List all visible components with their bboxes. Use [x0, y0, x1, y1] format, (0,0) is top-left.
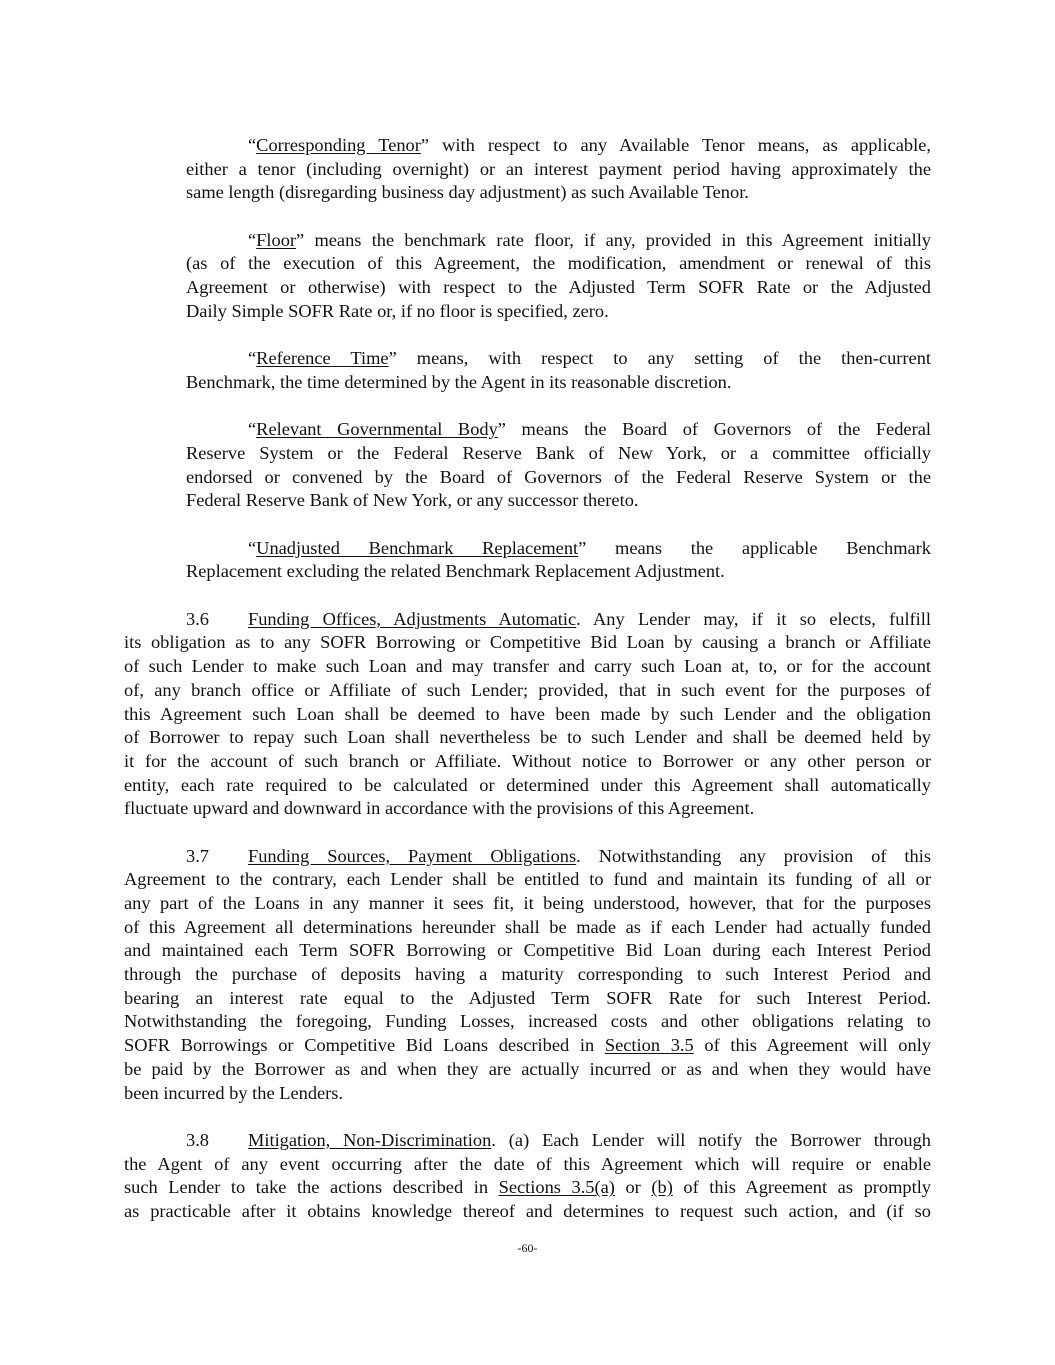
text-line: this Agreement such Loan shall be deemed to have been made by such Lender and the obligation — [124, 703, 931, 724]
underlined-term: Sections 3.5(a) — [498, 1177, 615, 1198]
underlined-term: Reference Time — [256, 348, 389, 369]
text-line: “Unadjusted Benchmark Replacement” means the applicable Benchmark — [248, 537, 931, 558]
text-line: been incurred by the Lenders. — [124, 1082, 344, 1103]
text-line: such Lender to take the actions described in Sections 3.5(a) or (b) of this Agreement as promptly — [124, 1177, 931, 1198]
underlined-term: Funding Sources, Payment Obligations — [248, 845, 577, 866]
section-paragraph-3.7 — [124, 845, 931, 1106]
section-paragraph-3.6 — [124, 608, 931, 821]
text-line: “Floor” means the benchmark rate floor, if any, provided in this Agreement initially — [248, 229, 931, 250]
text-line: of this Agreement all determinations hereunder shall be made as if each Lender had actually funded — [124, 916, 931, 937]
text-line: 3.6 Funding Offices, Adjustments Automatic. Any Lender may, if it so elects, fulfill — [124, 608, 931, 632]
text-line: Daily Simple SOFR Rate or, if no floor is specified, zero. — [186, 300, 609, 321]
text-line: Reserve System or the Federal Reserve Bank of New York, or a committee officially — [186, 442, 931, 463]
text-line: fluctuate upward and downward in accordance with the provisions of this Agreement. — [124, 798, 755, 819]
section-number: 3.7 — [186, 845, 209, 866]
text-line: its obligation as to any SOFR Borrowing or Competitive Bid Loan by causing a branch or Affiliate — [124, 632, 931, 653]
text-line: Agreement or otherwise) with respect to the Adjusted Term SOFR Rate or the Adjusted — [186, 277, 931, 298]
text-line: and maintained each Term SOFR Borrowing or Competitive Bid Loan during each Interest Period — [124, 940, 931, 961]
text-line: the Agent of any event occurring after the date of this Agreement which will require or enable — [124, 1153, 931, 1174]
text-line: be paid by the Borrower as and when they are actually incurred or as and when they would have — [124, 1058, 931, 1079]
text-line: of such Lender to make such Loan and may transfer and carry such Loan at, to, or for the account — [124, 656, 931, 677]
definition-paragraph — [186, 347, 931, 394]
page-number: -60- — [517, 1241, 538, 1255]
text-line: of Borrower to repay such Loan shall nevertheless be to such Lender and shall be deemed held by — [124, 727, 931, 748]
definition-paragraph — [186, 418, 931, 513]
text-line: it for the account of such branch or Affiliate. Without notice to Borrower or any other person or — [124, 750, 931, 771]
text-line: “Reference Time” means, with respect to any setting of the then-current — [248, 348, 932, 369]
underlined-term: Relevant Governmental Body — [256, 419, 498, 440]
underlined-term: Floor — [256, 229, 297, 250]
text-line: Federal Reserve Bank of New York, or any successor thereto. — [186, 490, 639, 511]
definition-paragraph — [186, 134, 931, 205]
text-line: Agreement to the contrary, each Lender shall be entitled to fund and maintain its funding of all or — [124, 869, 931, 890]
definition-paragraph — [186, 229, 931, 324]
text-line: SOFR Borrowings or Competitive Bid Loans described in Section 3.5 of this Agreement will only — [124, 1035, 932, 1056]
text-line: “Relevant Governmental Body” means the Board of Governors of the Federal — [248, 419, 931, 440]
text-line: as practicable after it obtains knowledge thereof and determines to request such action, and (if so — [124, 1200, 931, 1221]
text-line: Benchmark, the time determined by the Agent in its reasonable discretion. — [186, 371, 732, 392]
text-line: Notwithstanding the foregoing, Funding Losses, increased costs and other obligations relating to — [124, 1011, 931, 1032]
text-line: through the purchase of deposits having a maturity corresponding to such Interest Period and — [124, 964, 931, 985]
text-line: of, any branch office or Affiliate of such Lender; provided, that in such event for the purposes of — [124, 679, 931, 700]
underlined-term: Mitigation, Non-Discrimination — [248, 1129, 492, 1150]
text-line: “Corresponding Tenor” with respect to any Available Tenor means, as applicable, — [248, 135, 931, 155]
section-number: 3.6 — [186, 608, 209, 629]
underlined-term: Funding Offices, Adjustments Automatic — [248, 608, 577, 629]
text-line: same length (disregarding business day adjustment) as such Available Tenor. — [186, 182, 749, 203]
text-line: either a tenor (including overnight) or an interest payment period having approximately the — [186, 158, 931, 179]
document-body — [124, 134, 931, 1247]
text-line: any part of the Loans in any manner it sees fit, it being understood, however, that for the purposes — [124, 893, 931, 913]
definition-paragraph — [186, 537, 931, 584]
underlined-term: Corresponding Tenor — [256, 135, 421, 155]
text-line: Replacement excluding the related Benchmark Replacement Adjustment. — [186, 561, 725, 582]
section-paragraph-3.8 — [124, 1129, 931, 1224]
text-line: endorsed or convened by the Board of Governors of the Federal Reserve System or the — [186, 466, 931, 487]
text-line: (as of the execution of this Agreement, the modification, amendment or renewal of this — [186, 253, 931, 274]
text-line: bearing an interest rate equal to the Adjusted Term SOFR Rate for such Interest Period. — [124, 987, 931, 1008]
underlined-term: (b) — [651, 1177, 673, 1198]
text-line: entity, each rate required to be calculated or determined under this Agreement shall automatically — [124, 774, 931, 795]
text-line: 3.8 Mitigation, Non-Discrimination. (a) Each Lender will notify the Borrower through — [124, 1129, 931, 1153]
underlined-term: Unadjusted Benchmark Replacement — [256, 537, 579, 558]
text-line: 3.7 Funding Sources, Payment Obligations. Notwithstanding any provision of this — [124, 845, 931, 869]
section-number: 3.8 — [186, 1129, 209, 1150]
underlined-term: Section 3.5 — [604, 1035, 694, 1056]
